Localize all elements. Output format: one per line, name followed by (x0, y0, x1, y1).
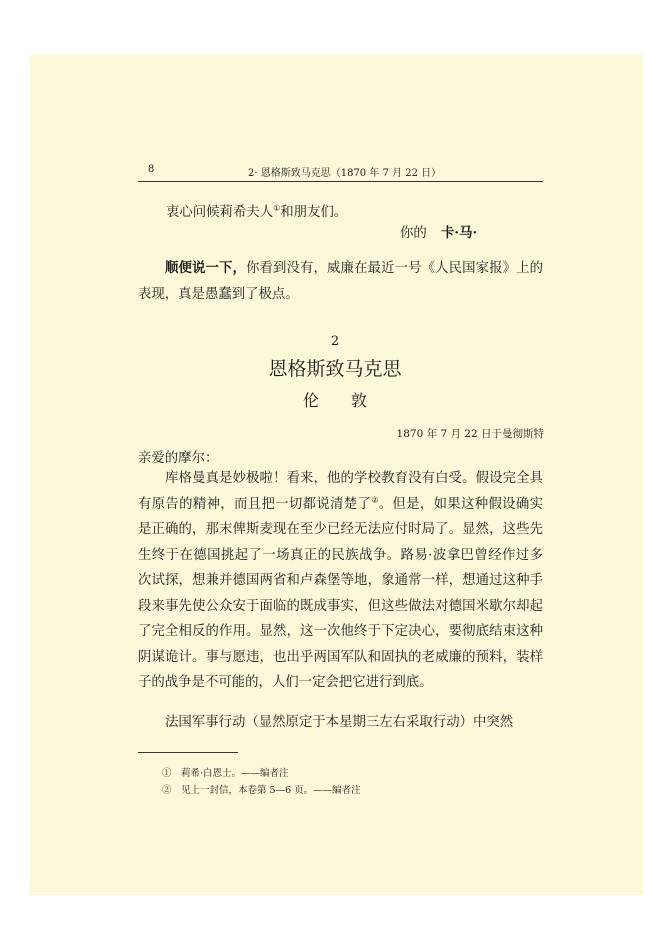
postscript-text: 你看到没有，威廉在最近一号《人民国家报》上的表现，真是愚蠢到了极点。 (138, 261, 544, 302)
paragraph-2: 法国军事行动（显然原定于本星期三左右采取行动）中突然 (165, 715, 514, 730)
page-number: 8 (148, 164, 155, 175)
header-rule (138, 181, 543, 182)
letter-title: 恩格斯致马克思 (268, 358, 402, 380)
running-title: 2· 恩格斯致马克思（1870 年 7 月 22 日） (248, 168, 442, 179)
signature (400, 222, 477, 241)
postscript (138, 256, 543, 307)
paragraph-1-text-a: 库格曼真是妙极啦！看来，他的学校教育没有白受。假设完全具有原告的精神，而且把一切都说清楚了 (138, 471, 543, 512)
letter-number: 2 (330, 334, 340, 349)
signature-name: 卡·马· (441, 225, 478, 241)
footnote-ref-1: ① (273, 203, 281, 213)
postscript-lead: 顺便说一下， (165, 260, 247, 276)
footnote-2: ② 见上一封信，本卷第 5—6 页。——编者注 (162, 785, 361, 796)
footnote-rule (138, 752, 238, 753)
paragraph-1-text-b: 。但是，如果这种假设确实是正确的，那末俾斯麦现在至少已经无法应付时局了。显然，这些先生终于在德国挑起了一场真正的民族战争。路易·波拿巴曾经作过多次试探，想兼并德国两省和卢森堡等地，象通常一样，想通过这种手段来事先使公众安于面临的既成事实，但这些做法对德国米歇尔却起了完全相反的作用。显然，这一次他终于下定决心，要彻底结束这种阴谋诡计。事与愿违，也出乎两国军队和固执的老威廉的预料，装样子的战争是不可能的，人们一定会把它进行到底。 (138, 496, 544, 690)
paragraph-1 (138, 466, 543, 696)
salutation: 亲爱的摩尔： (138, 451, 219, 466)
footnote-1: ① 莉希·白恩士。——编者注 (162, 768, 289, 779)
footnote-ref-2: ② (371, 495, 379, 505)
dateline: 1870 年 7 月 22 日于曼彻斯特 (396, 428, 544, 440)
letter-place: 伦 敦 (302, 391, 367, 410)
closing-text: 衷心问候莉希夫人 (166, 205, 274, 220)
closing-line (166, 201, 347, 220)
closing-text-end: 和朋友们。 (280, 205, 348, 220)
signature-prefix: 你的 (400, 226, 427, 241)
